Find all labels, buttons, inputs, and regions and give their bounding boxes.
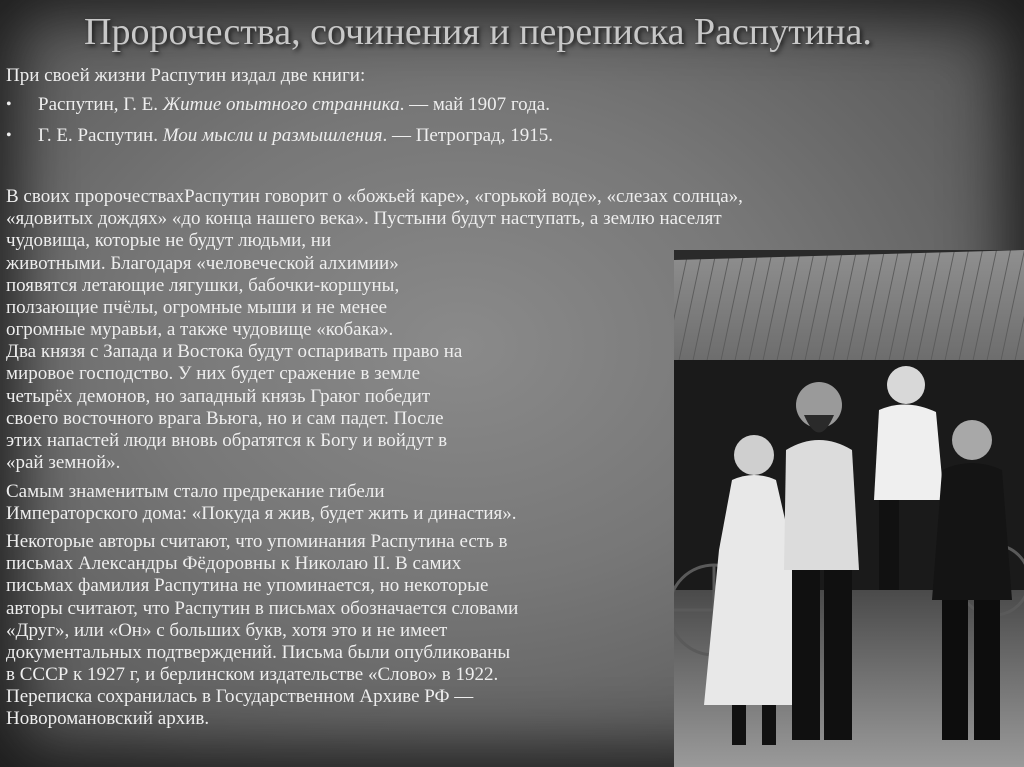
book-1-title: Житие опытного странника <box>162 94 400 115</box>
body-line: «ядовитых дождях» «до конца нашего века». Пустыни будут наступать, а землю населят <box>6 208 722 229</box>
book-item-1 <box>38 94 998 116</box>
body-line: мировое господство. У них будет сражение в земле <box>6 363 421 384</box>
book-2-title: Мои мысли и размышления <box>162 125 383 146</box>
slide-title: Пророчества, сочинения и переписка Распутина. <box>84 11 872 53</box>
body-line: Самым знаменитым стало предрекание гибели <box>6 481 385 502</box>
body-line: огромные муравьи, а также чудовище «кобака». <box>6 319 394 340</box>
body-line: своего восточного врага Вьюга, но и сам падет. После <box>6 408 444 429</box>
body-line: появятся летающие лягушки, бабочки-коршуны, <box>6 275 400 296</box>
body-line: документальных подтверждений. Письма были опубликованы <box>6 642 511 663</box>
body-line: Новоромановский архив. <box>6 708 210 729</box>
body-line: четырёх демонов, но западный князь Граюг победит <box>6 386 431 407</box>
body-line: животными. Благодаря «человеческой алхимии» <box>6 253 399 274</box>
book-2-date: . — Петроград, 1915. <box>382 125 554 146</box>
body-line: чудовища, которые не будут людьми, ни <box>6 230 332 251</box>
body-line: Переписка сохранилась в Государственном Архиве РФ — <box>6 686 474 707</box>
bullet-icon: • <box>6 127 12 144</box>
body-line: В своих пророчествахРаспутин говорит о «божьей каре», «горькой воде», «слезах солнца», <box>6 186 743 207</box>
intro-text: При своей жизни Распутин издал две книги: <box>6 65 366 86</box>
body-line: Императорского дома: «Покуда я жив, будет жить и династия». <box>6 503 517 524</box>
body-line: письмах Александры Фёдоровны к Николаю II. В самих <box>6 553 462 574</box>
book-1-date: . — май 1907 года. <box>399 94 550 115</box>
body-line: Два князя с Запада и Востока будут оспаривать право на <box>6 341 463 362</box>
body-line: ползающие пчёлы, огромные мыши и не менее <box>6 297 388 318</box>
book-2-author: Г. Е. Распутин. <box>38 125 163 146</box>
body-line: авторы считают, что Распутин в письмах обозначается словами <box>6 598 519 619</box>
body-line: «Друг», или «Он» с больших букв, хотя это и не имеет <box>6 620 448 641</box>
body-line: «рай земной». <box>6 452 121 473</box>
book-item-2 <box>38 125 998 147</box>
body-line: Некоторые авторы считают, что упоминания Распутина есть в <box>6 531 508 552</box>
body-line: письмах фамилия Распутина не упоминается, но некоторые <box>6 575 489 596</box>
body-line: этих напастей люди вновь обратятся к Богу и войдут в <box>6 430 448 451</box>
bullet-icon: • <box>6 96 12 113</box>
body-line: в СССР к 1927 г, и берлинском издательстве «Слово» в 1922. <box>6 664 499 685</box>
book-1-author: Распутин, Г. Е. <box>38 94 163 115</box>
